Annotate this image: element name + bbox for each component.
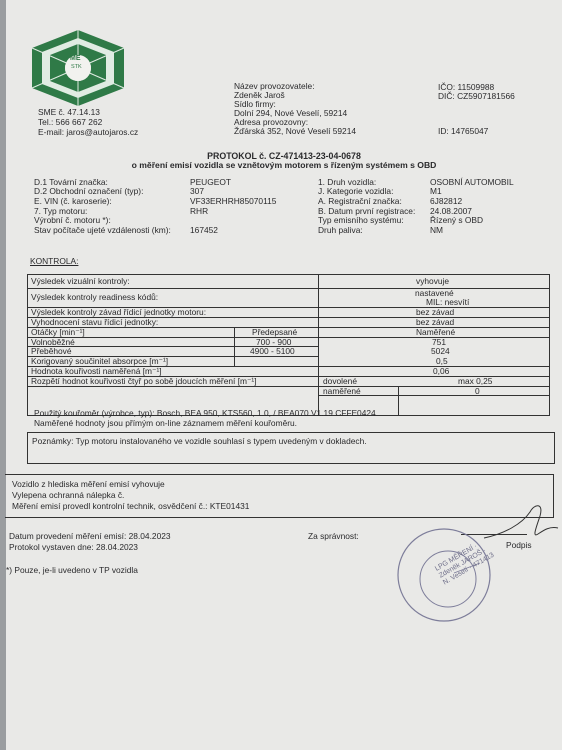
- readiness-value: nastavené: [415, 288, 454, 298]
- result-line-2: Vylepena ochranná nálepka č.: [12, 490, 125, 500]
- sme-number: SME č. 47.14.13: [38, 107, 100, 117]
- protocol-subtitle: o měření emisí vozidla se vznětovým motorem s řízeným systémem s OBD: [131, 160, 437, 170]
- mil-value: MIL: nesvítí: [426, 297, 470, 307]
- absorption-coef-label: Korigovaný součinitel absorpce [m⁻¹]: [31, 356, 169, 366]
- ecu-faults-value: bez závad: [416, 307, 455, 317]
- operator-id: ID: 14765047: [438, 126, 489, 136]
- operator-name-label: Název provozovatele:: [234, 81, 315, 91]
- smoke-value: 0,06: [433, 366, 450, 376]
- vehicle-value: RHR: [190, 206, 209, 216]
- range-label: Rozpětí hodnot kouřivosti čtyř po sobě jdoucích měření [m⁻¹]: [31, 376, 257, 386]
- readiness-label: Výsledek kontroly readiness kódů:: [31, 292, 159, 302]
- online-record-line: Naměřené hodnoty jsou přímým on-line záznamem měření kouřoměru.: [34, 418, 297, 428]
- kontrola-heading: KONTROLA:: [30, 256, 79, 266]
- visual-check-value: vyhovuje: [416, 276, 450, 286]
- vehicle-label: Druh paliva:: [318, 225, 363, 235]
- operator-name: Zdeněk Jaroš: [234, 90, 285, 100]
- vehicle-value: VF33ERHRH85070115: [190, 196, 277, 206]
- vehicle-label: A. Registrační značka:: [318, 196, 402, 206]
- vehicle-label: 7. Typ motoru:: [34, 206, 88, 216]
- vehicle-label: D.1 Tovární značka:: [34, 177, 108, 187]
- ecu-eval-label: Vyhodnocení stavu řídicí jednotky:: [31, 317, 159, 327]
- visual-check-label: Výsledek vizuální kontroly:: [31, 276, 130, 286]
- vehicle-label: Typ emisního systému:: [318, 215, 404, 225]
- vehicle-label: D.2 Obchodní označení (typ):: [34, 186, 144, 196]
- vehicle-label: Výrobní č. motoru *):: [34, 215, 111, 225]
- vehicle-label: J. Kategorie vozidla:: [318, 186, 394, 196]
- vehicle-value: OSOBNÍ AUTOMOBIL: [430, 177, 514, 187]
- measurement-date: Datum provedení měření emisí: 28.04.2023: [9, 531, 171, 541]
- vehicle-value: PEUGEOT: [190, 177, 231, 187]
- protocol-title: PROTOKOL č. CZ-471413-23-04-0678: [207, 151, 361, 161]
- range-measured-value: 0: [475, 386, 480, 396]
- operator-addr-label: Adresa provozovny:: [234, 117, 309, 127]
- absorption-coef-value: 0,5: [436, 356, 448, 366]
- operator-addr: Žďárská 352, Nové Veselí 59214: [234, 126, 357, 136]
- result-line-1: Vozidlo z hlediska měření emisí vyhovuje: [12, 479, 165, 489]
- control-table: [27, 274, 550, 416]
- idle-measured: 751: [432, 337, 446, 347]
- allowed-label: dovolené: [323, 376, 357, 386]
- logo-badge-text: ME: [70, 55, 81, 62]
- allowed-value: max 0,25: [458, 376, 493, 386]
- email: E-mail: jaros@autojaros.cz: [38, 127, 139, 137]
- vehicle-value: 24.08.2007: [430, 206, 472, 216]
- stamp-text: LPG MĚŘENÍ · Zdeněk JAROŠ · N. Veselí · 471413: [433, 542, 496, 587]
- overrun-label: Přeběhové: [31, 346, 72, 356]
- ecu-faults-label: Výsledek kontroly závad řídicí jednotky motoru:: [31, 307, 207, 317]
- rpm-label: Otáčky [min⁻¹]: [31, 327, 85, 337]
- idle-label: Volnoběžné: [31, 337, 75, 347]
- vehicle-value: NM: [430, 225, 444, 235]
- overrun-measured: 5024: [431, 346, 450, 356]
- idle-prescribed: 700 - 900: [256, 337, 292, 347]
- vehicle-label: 1. Druh vozidla:: [318, 177, 377, 187]
- vehicle-value: 167452: [190, 225, 218, 235]
- smoke-label: Hodnota kouřivosti naměřená [m⁻¹]: [31, 366, 162, 376]
- telephone: Tel.: 566 667 262: [38, 117, 103, 127]
- issue-date: Protokol vystaven dne: 28.04.2023: [9, 542, 138, 552]
- operator-seat: Dolní 294, Nové Veselí, 59214: [234, 108, 348, 118]
- operator-seat-label: Sídlo firmy:: [234, 99, 276, 109]
- protocol-document: [6, 0, 562, 750]
- notes-text: Poznámky: Typ motoru instalovaného ve vozidle souhlasí s typem uvedeným v dokladech.: [32, 436, 367, 446]
- prescribed-header: Předepsané: [252, 327, 298, 337]
- ico: IČO: 11509988: [438, 82, 495, 92]
- result-line-3: Měření emisí provedl kontrolní technik, osvědčení č.: KTE01431: [12, 501, 250, 511]
- vehicle-value: 307: [190, 186, 204, 196]
- vehicle-label: E. VIN (č. karoserie):: [34, 196, 112, 206]
- measured-header: Naměřené: [416, 327, 456, 337]
- signature-label: Podpis: [506, 540, 532, 550]
- notes-box: [27, 432, 555, 464]
- smoke-meter-line: Použitý kouřoměr (výrobce, typ): Bosch, BEA 950, KTS560, 1.0, / BEA070 V1.19 CFFE0424: [34, 408, 376, 418]
- correctness-label: Za správnost:: [308, 531, 359, 541]
- ecu-eval-value: bez závad: [416, 317, 455, 327]
- logo-sub-text: STK: [71, 64, 82, 70]
- vehicle-value: 6J82812: [430, 196, 463, 206]
- range-measured-label: naměřené: [323, 386, 361, 396]
- footnote: *) Pouze, je-li uvedeno v TP vozidla: [6, 565, 138, 575]
- vehicle-label: B. Datum první registrace:: [318, 206, 416, 216]
- vehicle-value: Řízený s OBD: [430, 215, 484, 225]
- result-box: [5, 474, 554, 518]
- dic: DIČ: CZ5907181566: [438, 91, 515, 101]
- overrun-prescribed: 4900 - 5100: [250, 346, 295, 356]
- vehicle-label: Stav počítače ujeté vzdálenosti (km):: [34, 225, 171, 235]
- vehicle-value: M1: [430, 186, 442, 196]
